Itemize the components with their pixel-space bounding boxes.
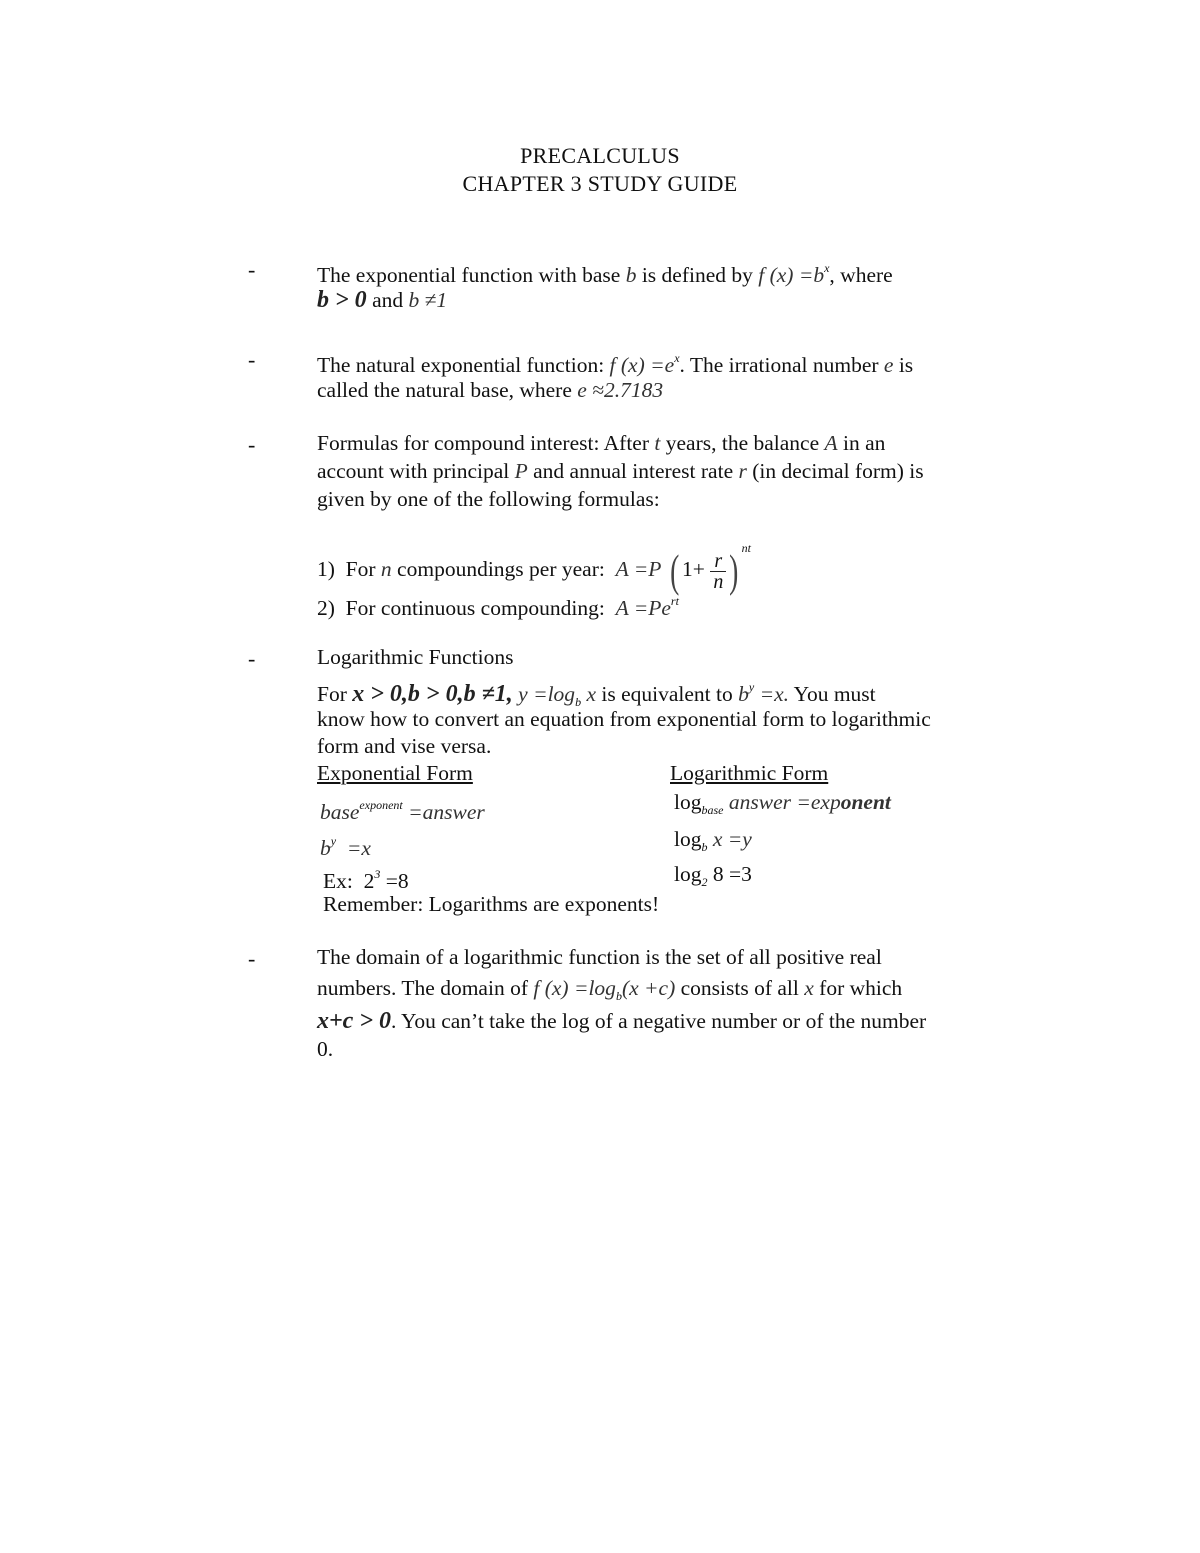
text: For (345, 557, 376, 581)
math: =x (346, 836, 371, 860)
math-f: f (x) =log (533, 976, 616, 1000)
bullet-marker: - (248, 257, 256, 282)
right-paren-icon: ) (729, 545, 739, 597)
text: Formulas for compound interest: After (317, 431, 649, 455)
math-b-gt-0: b > 0 (317, 287, 367, 313)
bullet2-line1 (317, 345, 913, 378)
text: is (898, 353, 914, 377)
math: log (674, 862, 702, 886)
text: called the natural base, where (317, 378, 572, 402)
item-number: 2) (317, 596, 335, 620)
math: onent (840, 790, 891, 814)
text: is equivalent to (601, 682, 733, 706)
text: numbers. The domain of (317, 976, 528, 1000)
math-e: e (883, 353, 894, 377)
math-sup: 3 (374, 867, 381, 881)
text: account with principal (317, 459, 510, 483)
fraction-numerator: r (710, 551, 726, 572)
bullet5-line2 (317, 975, 902, 1009)
bullet-marker: - (248, 946, 256, 971)
text: consists of all (680, 976, 799, 1000)
bullet1-line1 (317, 255, 893, 288)
exp-form-row3 (323, 861, 409, 894)
exponential-form-header: Exponential Form (317, 761, 473, 785)
bullet4-line3: form and vise versa. (317, 734, 492, 758)
exp-form-row1 (320, 792, 485, 825)
text: (in decimal form) is (752, 459, 924, 483)
formula-exponent: rt (670, 594, 679, 608)
text: for which (819, 976, 903, 1000)
text: compoundings per year: (397, 557, 605, 581)
math-sub: b (615, 989, 622, 1003)
log-form-row2 (674, 826, 752, 860)
exp-form-row2 (320, 828, 371, 861)
math-A: A (824, 431, 838, 455)
bullet-marker: - (248, 432, 256, 457)
bullet1-line2 (317, 287, 447, 313)
math-exp: b (738, 682, 749, 706)
bullet-marker: - (248, 347, 256, 372)
math-sup: exponent (359, 798, 403, 812)
formula-one: 1+ (682, 557, 705, 581)
text: The natural exponential function: (317, 353, 605, 377)
document-subtitle: CHAPTER 3 STUDY GUIDE (462, 171, 738, 196)
document-title: PRECALCULUS (520, 143, 680, 168)
math-sub: 2 (701, 875, 708, 889)
compound-interest-item-2 (317, 588, 679, 621)
math: answer =exp (728, 790, 841, 814)
logarithmic-form-header: Logarithmic Form (670, 761, 829, 785)
math-r: r (738, 459, 747, 483)
text: For (317, 682, 347, 706)
text: in an (843, 431, 886, 455)
log-form-row1 (674, 789, 891, 823)
text: The exponential function with base (317, 263, 621, 287)
math: log (674, 827, 702, 851)
log-form-row3 (674, 861, 752, 895)
math-sup: y (330, 834, 337, 848)
bullet5-line4: 0. (317, 1037, 334, 1061)
fraction (710, 551, 726, 592)
math: =answer (408, 800, 485, 824)
math-t: t (654, 431, 661, 455)
math-fx: f (x) =e (609, 353, 675, 377)
math-fx: f (x) =b (758, 263, 825, 287)
bullet3-line3: given by one of the following formulas: (317, 487, 660, 511)
formula-continuous: A =Pe (615, 596, 671, 620)
item-number: 1) (317, 557, 335, 581)
math-sub: base (701, 803, 724, 817)
text: . You can’t take the log of a negative number or of the number (391, 1009, 927, 1033)
math-b: b (625, 263, 637, 287)
math-sub: b (701, 840, 708, 854)
remember-note: Remember: Logarithms are exponents! (323, 892, 660, 916)
math-conditions: x > 0,b > 0,b ≠1, (352, 681, 513, 707)
math-exp-rest: =x. (759, 682, 789, 706)
text: is defined by (641, 263, 753, 287)
math-exp-power: y (748, 680, 755, 694)
math-exponent: x (674, 351, 680, 365)
math-condition: x+c > 0 (317, 1008, 392, 1034)
math-log: y =log (518, 682, 576, 706)
log-heading: Logarithmic Functions (317, 645, 514, 669)
bullet4-line2: know how to convert an equation from exponential form to logarithmic (317, 707, 931, 731)
bullet-marker: - (248, 646, 256, 671)
text: . The irrational number (679, 353, 879, 377)
math-log-base: b (575, 695, 582, 709)
left-paren-icon: ( (669, 545, 679, 597)
math-n: n (380, 557, 392, 581)
math-approx: e ≈2.7183 (577, 378, 664, 402)
text: and annual interest rate (533, 459, 734, 483)
bullet2-line2 (317, 377, 663, 403)
math: x =y (712, 827, 752, 851)
math: log (674, 790, 702, 814)
bullet3-line2 (317, 458, 924, 484)
math: b (320, 836, 331, 860)
text: , where (829, 263, 893, 287)
math: =8 (385, 869, 409, 893)
text: years, the balance (665, 431, 820, 455)
text: Ex: (323, 869, 353, 893)
bullet5-line1: The domain of a logarithmic function is the set of all positive real (317, 945, 882, 969)
text: You must (793, 682, 876, 706)
math-x: x (804, 976, 814, 1000)
math-f-rest: (x +c) (621, 976, 676, 1000)
math-b-ne-1: b ≠1 (408, 288, 448, 312)
formula-lhs: A =P (615, 557, 662, 581)
formula-exponent: nt (741, 541, 751, 555)
compound-interest-item-1 (317, 525, 751, 597)
text: and (372, 288, 404, 312)
math: base (320, 800, 360, 824)
bullet3-line1 (317, 430, 885, 456)
math-log-x: x (586, 682, 596, 706)
math-P: P (514, 459, 528, 483)
math: 2 (363, 869, 375, 893)
fraction-denominator: n (713, 570, 724, 593)
math: 8 =3 (712, 862, 752, 886)
text: For continuous compounding: (345, 596, 605, 620)
bullet5-line3 (317, 1008, 926, 1034)
math-exponent: x (824, 261, 830, 275)
